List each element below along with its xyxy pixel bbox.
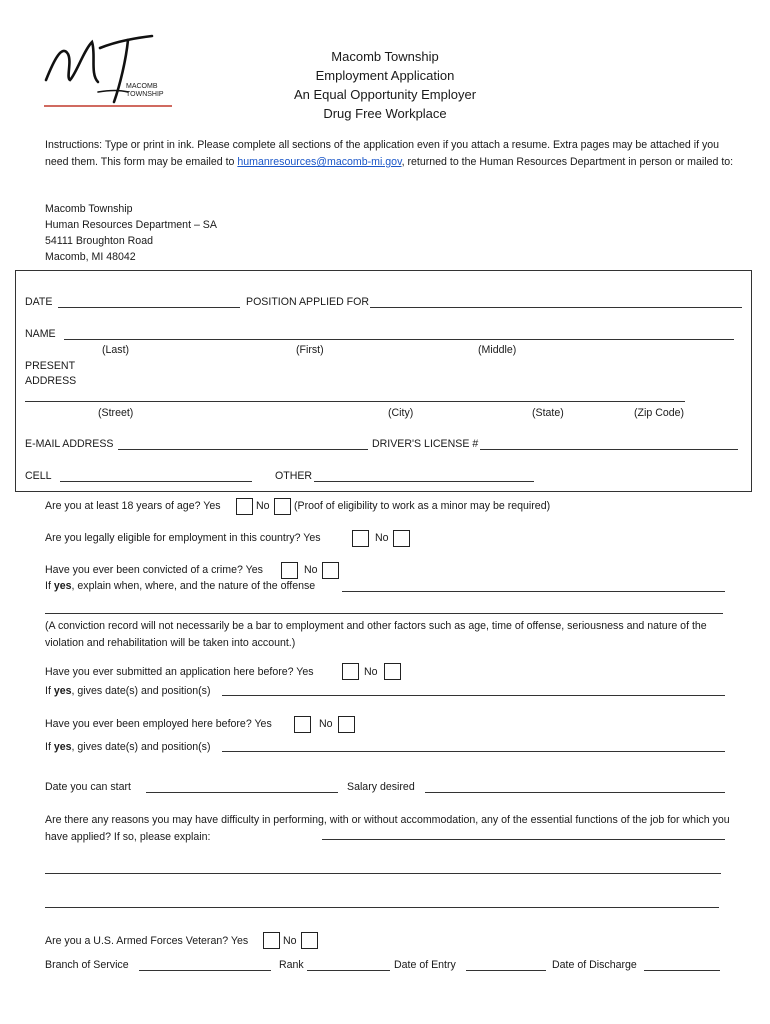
veteran-no-label: No <box>283 935 297 947</box>
logo-text: MACOMB TOWNSHIP <box>126 83 164 98</box>
other-field[interactable] <box>314 481 534 482</box>
start-date-field[interactable] <box>146 792 338 793</box>
document-header <box>250 47 520 123</box>
applied-no-label: No <box>364 666 378 678</box>
address-label: ADDRESS <box>25 375 77 387</box>
employed-detail-label: If yes, gives date(s) and position(s) <box>45 741 211 753</box>
crime-question: Have you ever been convicted of a crime? Yes <box>45 564 263 576</box>
age-no-checkbox[interactable] <box>274 498 291 515</box>
eligible-no-checkbox[interactable] <box>393 530 410 547</box>
instructions: Instructions: Type or print in ink. Please complete all sections of the application even if you attach a resume. Extra pages may be attached if you need them. This form may be emailed to humanresources@macomb-mi.gov, returned to the Human Resources Department in person or mailed to: <box>45 139 734 168</box>
crime-yes-checkbox[interactable] <box>281 562 298 579</box>
state-caption: (State) <box>532 407 564 419</box>
mailing-address: Macomb Township Human Resources Department – SA 54111 Broughton Road Macomb, MI 48042 <box>45 203 217 263</box>
position-field[interactable] <box>370 307 742 308</box>
header-line-2: Employment Application <box>315 68 455 83</box>
date-label: DATE <box>25 296 53 308</box>
age-note: (Proof of eligibility to work as a minor may be required) <box>294 500 551 512</box>
age-yes-checkbox[interactable] <box>236 498 253 515</box>
employed-no-checkbox[interactable] <box>338 716 355 733</box>
crime-explain-label: If yes, explain when, where, and the nature of the offense <box>45 580 316 592</box>
header-line-3: An Equal Opportunity Employer <box>293 87 477 102</box>
license-label: DRIVER'S LICENSE # <box>372 438 479 450</box>
age-no-label: No <box>256 500 270 512</box>
employed-no-label: No <box>319 718 333 730</box>
entry-label: Date of Entry <box>394 959 456 971</box>
header-line-1: Macomb Township <box>331 49 439 64</box>
conviction-note: (A conviction record will not necessarily be a bar to employment and other factors such as age, time of offense, seriousness and nature of the violation and rehabilitation will be taken into account.) <box>45 620 707 649</box>
applied-no-checkbox[interactable] <box>384 663 401 680</box>
crime-no-label: No <box>304 564 318 576</box>
applied-yes-checkbox[interactable] <box>342 663 359 680</box>
personal-info-section <box>15 270 752 492</box>
salary-label: Salary desired <box>347 781 415 793</box>
cell-field[interactable] <box>60 481 252 482</box>
city-caption: (City) <box>388 407 414 419</box>
hr-email-link[interactable]: humanresources@macomb-mi.gov <box>237 156 402 168</box>
date-field[interactable] <box>58 307 240 308</box>
difficulty-question: Are there any reasons you may have difficulty in performing, with or without accommodation, any of the essential functions of the job for which you have applied? If so, please explain: <box>45 814 730 843</box>
employed-detail-field[interactable] <box>222 751 725 752</box>
eligible-question: Are you legally eligible for employment in this country? Yes <box>45 532 321 544</box>
difficulty-field-3[interactable] <box>45 907 719 908</box>
discharge-field[interactable] <box>644 970 720 971</box>
discharge-label: Date of Discharge <box>552 959 637 971</box>
difficulty-field[interactable] <box>322 839 725 840</box>
rank-label: Rank <box>279 959 304 971</box>
first-name-caption: (First) <box>296 344 324 356</box>
rank-field[interactable] <box>307 970 390 971</box>
eligible-yes-checkbox[interactable] <box>352 530 369 547</box>
name-label: NAME <box>25 328 56 340</box>
entry-field[interactable] <box>466 970 546 971</box>
street-caption: (Street) <box>98 407 134 419</box>
employed-yes-checkbox[interactable] <box>294 716 311 733</box>
name-field[interactable] <box>64 339 734 340</box>
veteran-question: Are you a U.S. Armed Forces Veteran? Yes <box>45 935 249 947</box>
cell-label: CELL <box>25 470 52 482</box>
license-field[interactable] <box>480 449 738 450</box>
present-label: PRESENT <box>25 360 76 372</box>
other-label: OTHER <box>275 470 313 482</box>
veteran-yes-checkbox[interactable] <box>263 932 280 949</box>
veteran-no-checkbox[interactable] <box>301 932 318 949</box>
difficulty-field-2[interactable] <box>45 873 721 874</box>
zip-caption: (Zip Code) <box>634 407 685 419</box>
last-name-caption: (Last) <box>102 344 130 356</box>
salary-field[interactable] <box>425 792 725 793</box>
employed-question: Have you ever been employed here before? Yes <box>45 718 272 730</box>
email-label: E-MAIL ADDRESS <box>25 438 114 450</box>
applied-question: Have you ever submitted an application here before? Yes <box>45 666 314 678</box>
branch-label: Branch of Service <box>45 959 129 971</box>
age-question: Are you at least 18 years of age? Yes <box>45 500 221 512</box>
applied-detail-field[interactable] <box>222 695 725 696</box>
start-date-label: Date you can start <box>45 781 131 793</box>
eligible-no-label: No <box>375 532 389 544</box>
email-field[interactable] <box>118 449 368 450</box>
branch-field[interactable] <box>139 970 271 971</box>
middle-name-caption: (Middle) <box>478 344 517 356</box>
position-label: POSITION APPLIED FOR <box>246 296 370 308</box>
crime-explain-field-2[interactable] <box>45 613 723 614</box>
crime-no-checkbox[interactable] <box>322 562 339 579</box>
applied-detail-label: If yes, gives date(s) and position(s) <box>45 685 211 697</box>
address-field[interactable] <box>25 401 685 402</box>
header-line-4: Drug Free Workplace <box>323 106 447 121</box>
macomb-township-logo <box>40 30 180 115</box>
crime-explain-field[interactable] <box>342 591 725 592</box>
